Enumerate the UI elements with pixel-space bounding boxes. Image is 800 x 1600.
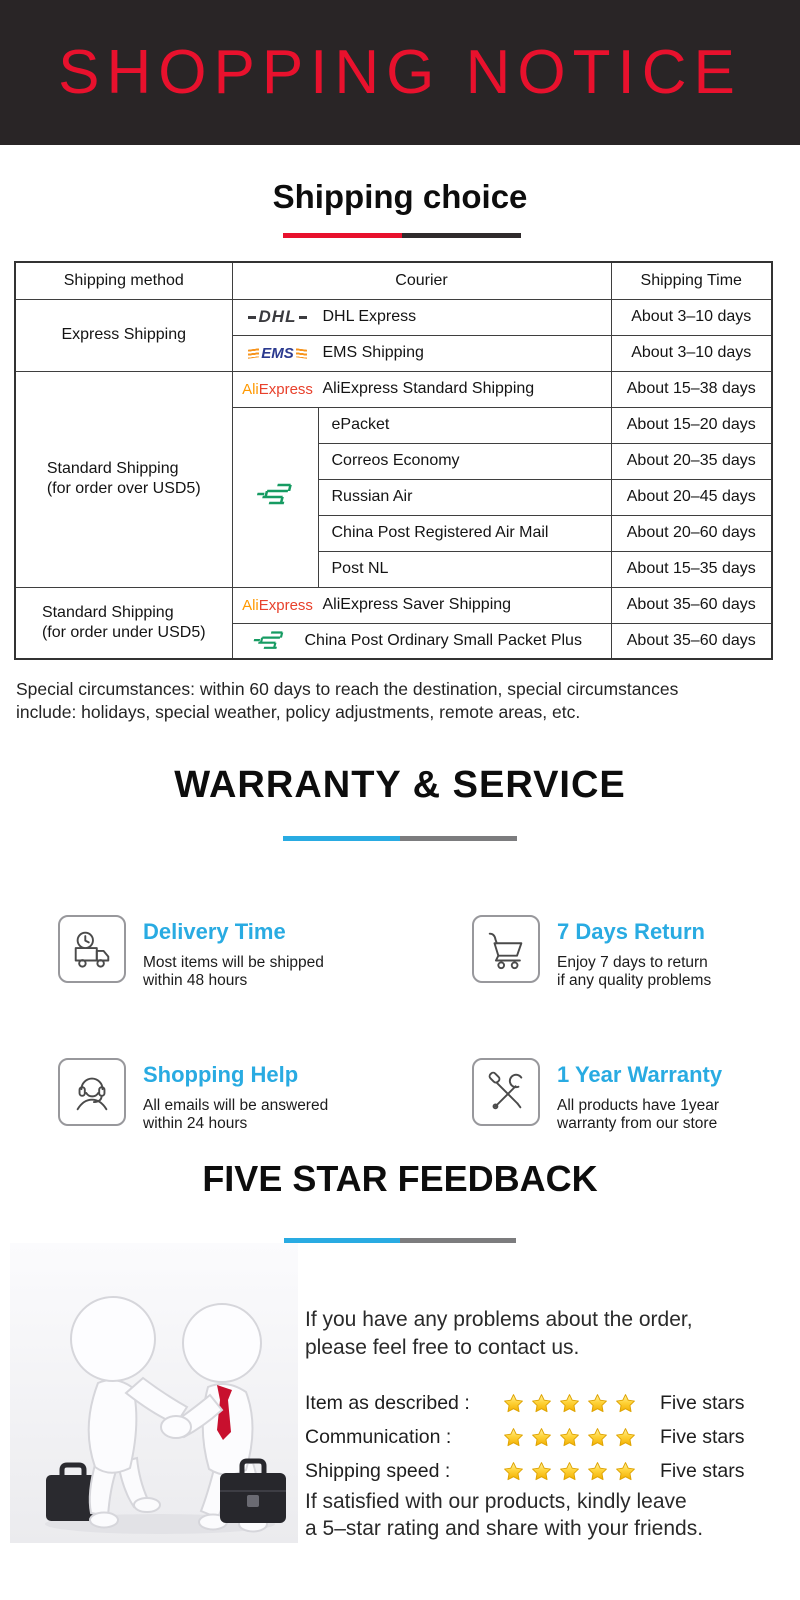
star-icon xyxy=(587,1393,608,1414)
col-header-shipping-method: Shipping method xyxy=(15,262,232,299)
rating-row xyxy=(305,1420,745,1454)
star-icon xyxy=(587,1427,608,1448)
rating-row xyxy=(305,1454,745,1488)
cell-standard-under: Standard Shipping (for order under USD5) xyxy=(15,587,232,659)
shipping-time: About 20–60 days xyxy=(611,515,772,551)
feature-title: Delivery Time xyxy=(143,919,286,944)
col-header-courier: Courier xyxy=(232,262,611,299)
star-icon xyxy=(587,1461,608,1482)
courier-name: Post NL xyxy=(318,551,611,587)
aliexpress-logo-icon: AliExpress xyxy=(242,596,313,614)
cart-icon xyxy=(483,926,529,972)
china-post-logo-cell xyxy=(232,407,318,587)
feature-delivery-time xyxy=(58,915,324,990)
feature-1-year-warranty xyxy=(472,1058,722,1133)
shipping-time: About 35–60 days xyxy=(611,587,772,623)
headset-icon xyxy=(69,1069,115,1115)
shipping-table xyxy=(14,261,773,660)
rating-value: Five stars xyxy=(660,1459,745,1482)
shipping-time: About 35–60 days xyxy=(611,623,772,659)
shipping-time: About 20–35 days xyxy=(611,443,772,479)
star-rating-icons xyxy=(503,1393,636,1414)
star-icon xyxy=(531,1461,552,1482)
aliexpress-logo-icon: AliExpress xyxy=(242,380,313,398)
feature-desc: All emails will be answered within 24 hours xyxy=(143,1097,329,1132)
feedback-title-underline xyxy=(284,1238,516,1243)
feature-title: Shopping Help xyxy=(143,1062,299,1087)
col-header-shipping-time: Shipping Time xyxy=(611,262,772,299)
feature-desc: Enjoy 7 days to return if any quality problems xyxy=(557,954,712,989)
courier-name: Correos Economy xyxy=(318,443,611,479)
ratings-list xyxy=(305,1386,745,1488)
truck-clock-icon xyxy=(69,926,115,972)
shipping-time: About 15–20 days xyxy=(611,407,772,443)
rating-label: Item as described : xyxy=(305,1391,470,1414)
handshake-illustration xyxy=(10,1243,298,1543)
rating-value: Five stars xyxy=(660,1391,745,1414)
feedback-section-title: FIVE STAR FEEDBACK xyxy=(202,1158,598,1199)
table-row xyxy=(15,371,772,407)
china-post-logo-icon xyxy=(252,627,286,655)
star-icon xyxy=(615,1393,636,1414)
star-icon xyxy=(503,1461,524,1482)
courier-name: AliExpress Standard Shipping xyxy=(322,380,535,397)
feature-title: 1 Year Warranty xyxy=(557,1062,723,1087)
courier-name: Russian Air xyxy=(318,479,611,515)
feature-desc: Most items will be shipped within 48 hours xyxy=(143,954,324,989)
shipping-time: About 15–35 days xyxy=(611,551,772,587)
courier-name: China Post Registered Air Mail xyxy=(318,515,611,551)
ems-logo-icon: EMS xyxy=(248,345,307,362)
shipping-title-underline xyxy=(283,233,521,238)
cell-standard-over: Standard Shipping (for order over USD5) xyxy=(15,371,232,587)
star-icon xyxy=(559,1393,580,1414)
rating-value: Five stars xyxy=(660,1425,745,1448)
courier-name: ePacket xyxy=(318,407,611,443)
table-row xyxy=(15,587,772,623)
shipping-time: About 20–45 days xyxy=(611,479,772,515)
star-icon xyxy=(615,1461,636,1482)
star-rating-icons xyxy=(503,1427,636,1448)
star-icon xyxy=(559,1427,580,1448)
rating-label: Communication : xyxy=(305,1425,452,1448)
shipping-time: About 15–38 days xyxy=(611,371,772,407)
special-circumstances-note: Special circumstances: within 60 days to reach the destination, special circumstances include: holidays, special weather, policy adjustments, remote areas, etc. xyxy=(16,679,679,722)
star-rating-icons xyxy=(503,1461,636,1482)
courier-name: China Post Ordinary Small Packet Plus xyxy=(304,631,582,649)
star-icon xyxy=(531,1427,552,1448)
feature-title: 7 Days Return xyxy=(557,919,705,944)
warranty-title-underline xyxy=(283,836,517,841)
cell-express-shipping: Express Shipping xyxy=(15,299,232,371)
table-header-row xyxy=(15,262,772,299)
rating-label: Shipping speed : xyxy=(305,1459,451,1482)
tools-icon xyxy=(483,1069,529,1115)
courier-name: DHL Express xyxy=(322,308,417,325)
table-row xyxy=(15,299,772,335)
shipping-section-title: Shipping choice xyxy=(272,178,528,215)
shipping-time: About 3–10 days xyxy=(611,299,772,335)
rating-row xyxy=(305,1386,745,1420)
star-icon xyxy=(615,1427,636,1448)
feedback-intro: If you have any problems about the order, please feel free to contact us. xyxy=(305,1308,693,1359)
star-icon xyxy=(503,1393,524,1414)
page-title: SHOPPING NOTICE xyxy=(58,38,742,107)
warranty-section-title: WARRANTY & SERVICE xyxy=(174,764,626,806)
china-post-logo-icon xyxy=(255,479,295,511)
feature-7-days-return xyxy=(472,915,711,990)
courier-name: AliExpress Saver Shipping xyxy=(322,596,512,613)
courier-name: EMS Shipping xyxy=(322,344,424,361)
feature-desc: All products have 1year warranty from our store xyxy=(557,1097,719,1132)
star-icon xyxy=(503,1427,524,1448)
dhl-logo-icon: DHL xyxy=(248,307,308,327)
shipping-time: About 3–10 days xyxy=(611,335,772,371)
feature-shopping-help xyxy=(58,1058,328,1133)
star-icon xyxy=(559,1461,580,1482)
star-icon xyxy=(531,1393,552,1414)
feedback-outro: If satisfied with our products, kindly leave a 5–star rating and share with your friends. xyxy=(305,1490,704,1540)
header-banner xyxy=(0,0,800,145)
